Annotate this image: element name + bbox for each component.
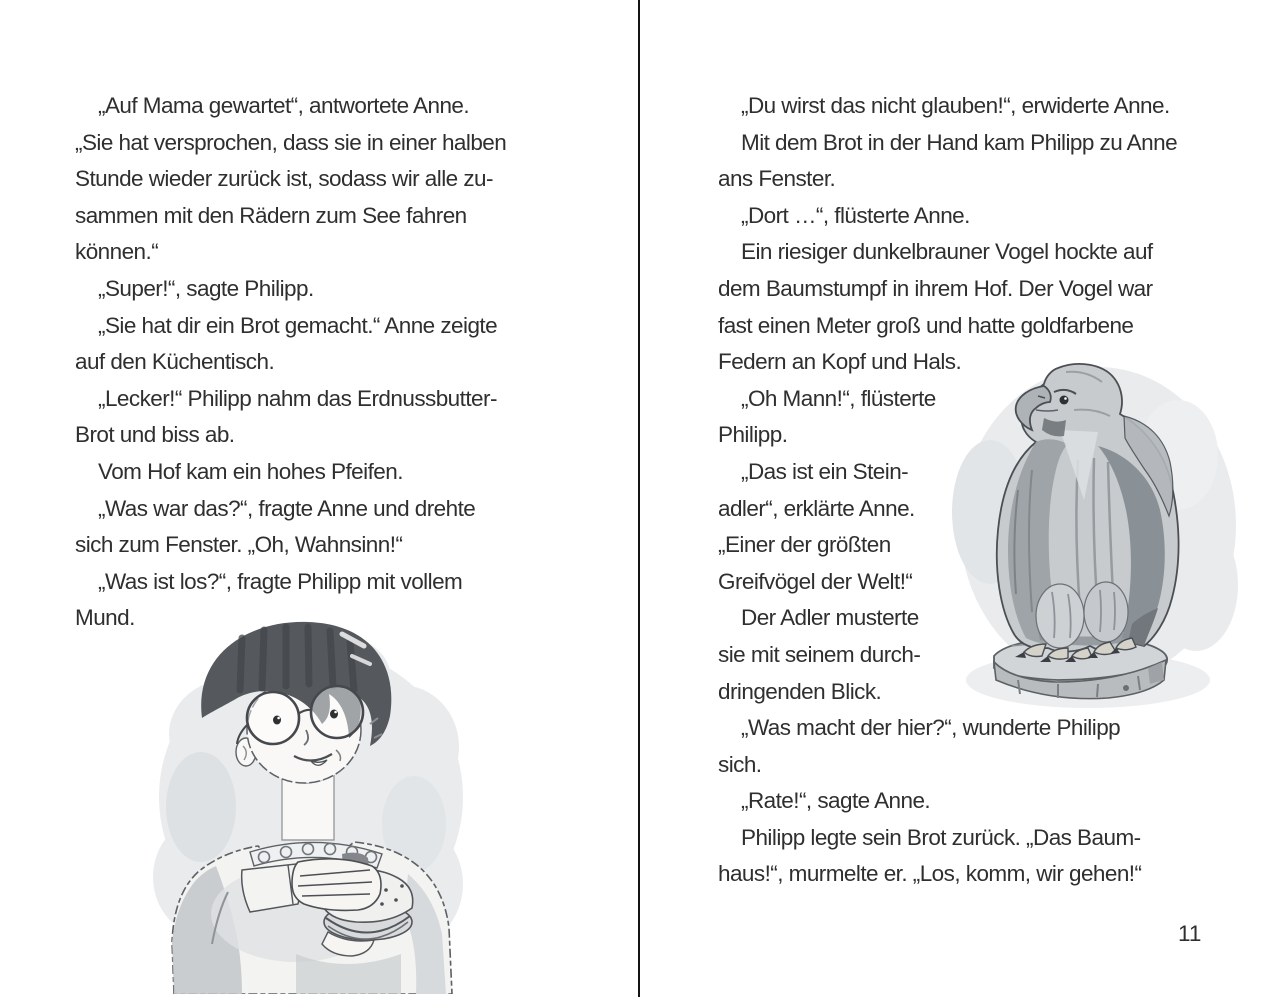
page-number: 11	[1178, 921, 1202, 946]
text-line: „Lecker!“ Philipp nahm das Erdnussbutter-	[98, 385, 497, 411]
text-line: können.“	[75, 239, 159, 265]
text-line: „Oh Mann!“, flüsterte	[741, 385, 936, 411]
text-line: „Was war das?“, fragte Anne und drehte	[98, 495, 476, 521]
text-line: „Was macht der hier?“, wunderte Philipp	[741, 715, 1121, 741]
text-line: „Rate!“, sagte Anne.	[741, 788, 931, 814]
text-line: „Super!“, sagte Philipp.	[98, 275, 314, 301]
text-line: Mund.	[75, 605, 135, 631]
text-line: sich zum Fenster. „Oh, Wahnsinn!“	[75, 532, 403, 558]
text-line: „Was ist los?“, fragte Philipp mit vollem	[98, 568, 463, 594]
text-line: Greifvögel der Welt!“	[718, 568, 913, 594]
text-line: Vom Hof kam ein hohes Pfeifen.	[98, 458, 403, 484]
text-line: haus!“, murmelte er. „Los, komm, wir gehen!“	[718, 861, 1142, 887]
text-line: Ein riesiger dunkelbrauner Vogel hockte auf	[741, 239, 1153, 265]
text-line: Stunde wieder zurück ist, sodass wir alle zu-	[75, 166, 493, 192]
boy-left-eye	[273, 716, 281, 725]
text-line: „Das ist ein Stein-	[741, 458, 909, 484]
text-line: Der Adler musterte	[741, 605, 919, 631]
text-line: sie mit seinem durch-	[718, 641, 921, 667]
eagle-eye	[1060, 396, 1069, 405]
text-line: Mit dem Brot in der Hand kam Philipp zu Anne	[741, 129, 1178, 155]
eagle-illustration	[948, 350, 1240, 712]
text-line: auf den Küchentisch.	[75, 349, 275, 375]
text-line: fast einen Meter groß und hatte goldfarbene	[718, 312, 1134, 338]
left-text-block	[75, 88, 627, 637]
boy-illustration	[146, 612, 470, 994]
text-line: „Auf Mama gewartet“, antwortete Anne.	[98, 93, 470, 118]
text-line: „Einer der größten	[718, 532, 891, 558]
text-line: ans Fenster.	[718, 166, 836, 192]
text-line: dringenden Blick.	[718, 678, 882, 704]
text-line: „Sie hat versprochen, dass sie in einer halben	[75, 129, 507, 155]
text-line: „Sie hat dir ein Brot gemacht.“ Anne zeigte	[98, 312, 498, 338]
text-line: adler“, erklärte Anne.	[718, 495, 915, 521]
text-line: Federn an Kopf und Hals.	[718, 349, 962, 375]
text-line: „Dort …“, flüsterte Anne.	[741, 202, 970, 228]
text-line: Brot und biss ab.	[75, 422, 235, 448]
boy-right-eye	[330, 710, 338, 719]
text-line: „Du wirst das nicht glauben!“, erwiderte Anne.	[741, 93, 1170, 118]
text-line: Philipp legte sein Brot zurück. „Das Baum-	[741, 824, 1141, 850]
page-right	[640, 0, 1278, 997]
page-left	[0, 0, 638, 997]
text-line: Philipp.	[718, 422, 788, 448]
text-line: sammen mit den Rädern zum See fahren	[75, 202, 467, 228]
text-line: dem Baumstumpf in ihrem Hof. Der Vogel war	[718, 275, 1153, 301]
text-line: sich.	[718, 751, 762, 777]
